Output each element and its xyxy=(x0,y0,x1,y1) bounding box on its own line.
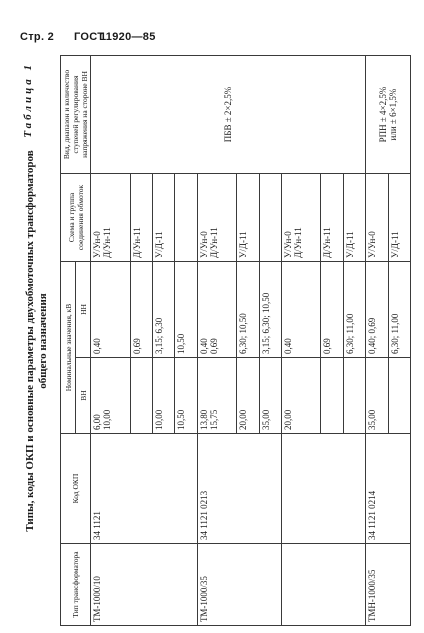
cell-okp: 34 1121 0213 xyxy=(197,434,281,544)
table-title-line2: общего назначения xyxy=(37,293,49,389)
cell-hv: 20,00 xyxy=(237,358,259,434)
cell-hv: 6,00 10,00 xyxy=(91,358,131,434)
cell-lv: 0,69 xyxy=(321,262,343,358)
cell-type: ТМ-1000/35 xyxy=(197,544,281,626)
col-regulation: Вид, диапазон и количество ступеней регулирования напряжения на стороне ВН xyxy=(61,56,91,174)
col-nominal: Номинальные значения, кВ xyxy=(61,262,76,434)
cell-scheme: Д/Ун-11 xyxy=(321,174,343,262)
cell-lv: 0,40 0,69 xyxy=(197,262,237,358)
header-row xyxy=(61,56,76,626)
cell-lv: 3,15; 6,30 xyxy=(152,262,174,358)
table-title-line1: Типы, коды ОКП и основные параметры двухобмоточных трансформаторов xyxy=(24,150,36,532)
cell-regulation: РПН ± 4×2,5% или ± 6×1,5% xyxy=(366,56,411,174)
cell-hv: 35,00 xyxy=(259,358,281,434)
table-body xyxy=(91,56,411,626)
col-hv: ВН xyxy=(76,358,91,434)
table-label: Таблица 1 xyxy=(22,62,34,138)
cell-scheme: У/Д-11 xyxy=(152,174,174,262)
cell-scheme: У/Ун-0 Д/Ун-11 xyxy=(197,174,237,262)
cell-lv: 0,40; 0,69 xyxy=(366,262,388,358)
gost-number: 11920—85 xyxy=(100,31,156,43)
page-number: Стр. 2 xyxy=(20,31,55,43)
cell-hv xyxy=(321,358,343,434)
cell-lv: 3,15; 6,30; 10,50 xyxy=(259,262,281,358)
cell-scheme xyxy=(259,174,281,262)
col-scheme: Схема и группа соединения обмоток xyxy=(61,174,91,262)
cell-hv: 10,50 xyxy=(175,358,197,434)
parameters-table xyxy=(60,55,411,626)
cell-hv: 13,80 15,75 xyxy=(197,358,237,434)
cell-scheme: У/Д-11 xyxy=(388,174,410,262)
cell-type: ТМН-1000/35 xyxy=(366,544,411,626)
cell-okp: 34 1121 0214 xyxy=(366,434,411,544)
col-okp: Код ОКП xyxy=(61,434,91,544)
col-type: Тип трансформатора xyxy=(61,544,91,626)
cell-scheme xyxy=(175,174,197,262)
cell-lv: 0,69 xyxy=(130,262,152,358)
cell-lv: 6,30; 11,00 xyxy=(388,262,410,358)
cell-hv: 10,00 xyxy=(152,358,174,434)
cell-hv xyxy=(343,358,365,434)
cell-hv: 20,00 xyxy=(281,358,321,434)
col-lv: НН xyxy=(76,262,91,358)
cell-hv: 35,00 xyxy=(366,358,388,434)
cell-hv xyxy=(388,358,410,434)
cell-lv: 6,30; 10,50 xyxy=(237,262,259,358)
cell-type: ТМ-1000/10 xyxy=(91,544,198,626)
cell-lv: 6,30; 11,00 xyxy=(343,262,365,358)
cell-lv: 10,50 xyxy=(175,262,197,358)
cell-lv: 0,40 xyxy=(91,262,131,358)
gost-label: ГОСТ xyxy=(74,31,105,43)
cell-scheme: У/Д-11 xyxy=(237,174,259,262)
cell-okp xyxy=(281,434,365,544)
cell-hv xyxy=(130,358,152,434)
cell-scheme: У/Ун-0 Д/Ун-11 xyxy=(281,174,321,262)
cell-scheme: У/Ун-0 xyxy=(366,174,388,262)
cell-scheme: У/Ун-0 Д/Ун-11 xyxy=(91,174,131,262)
cell-type xyxy=(281,544,365,626)
cell-okp: 34 1121 xyxy=(91,434,198,544)
table-row xyxy=(366,56,388,626)
landscape-table xyxy=(20,56,410,626)
cell-scheme: Д/Ун-11 xyxy=(130,174,152,262)
table-row xyxy=(91,56,131,626)
cell-scheme: У/Д-11 xyxy=(343,174,365,262)
table-title xyxy=(24,56,50,626)
cell-lv: 0,40 xyxy=(281,262,321,358)
cell-regulation: ПБВ ± 2×2,5% xyxy=(91,56,366,174)
